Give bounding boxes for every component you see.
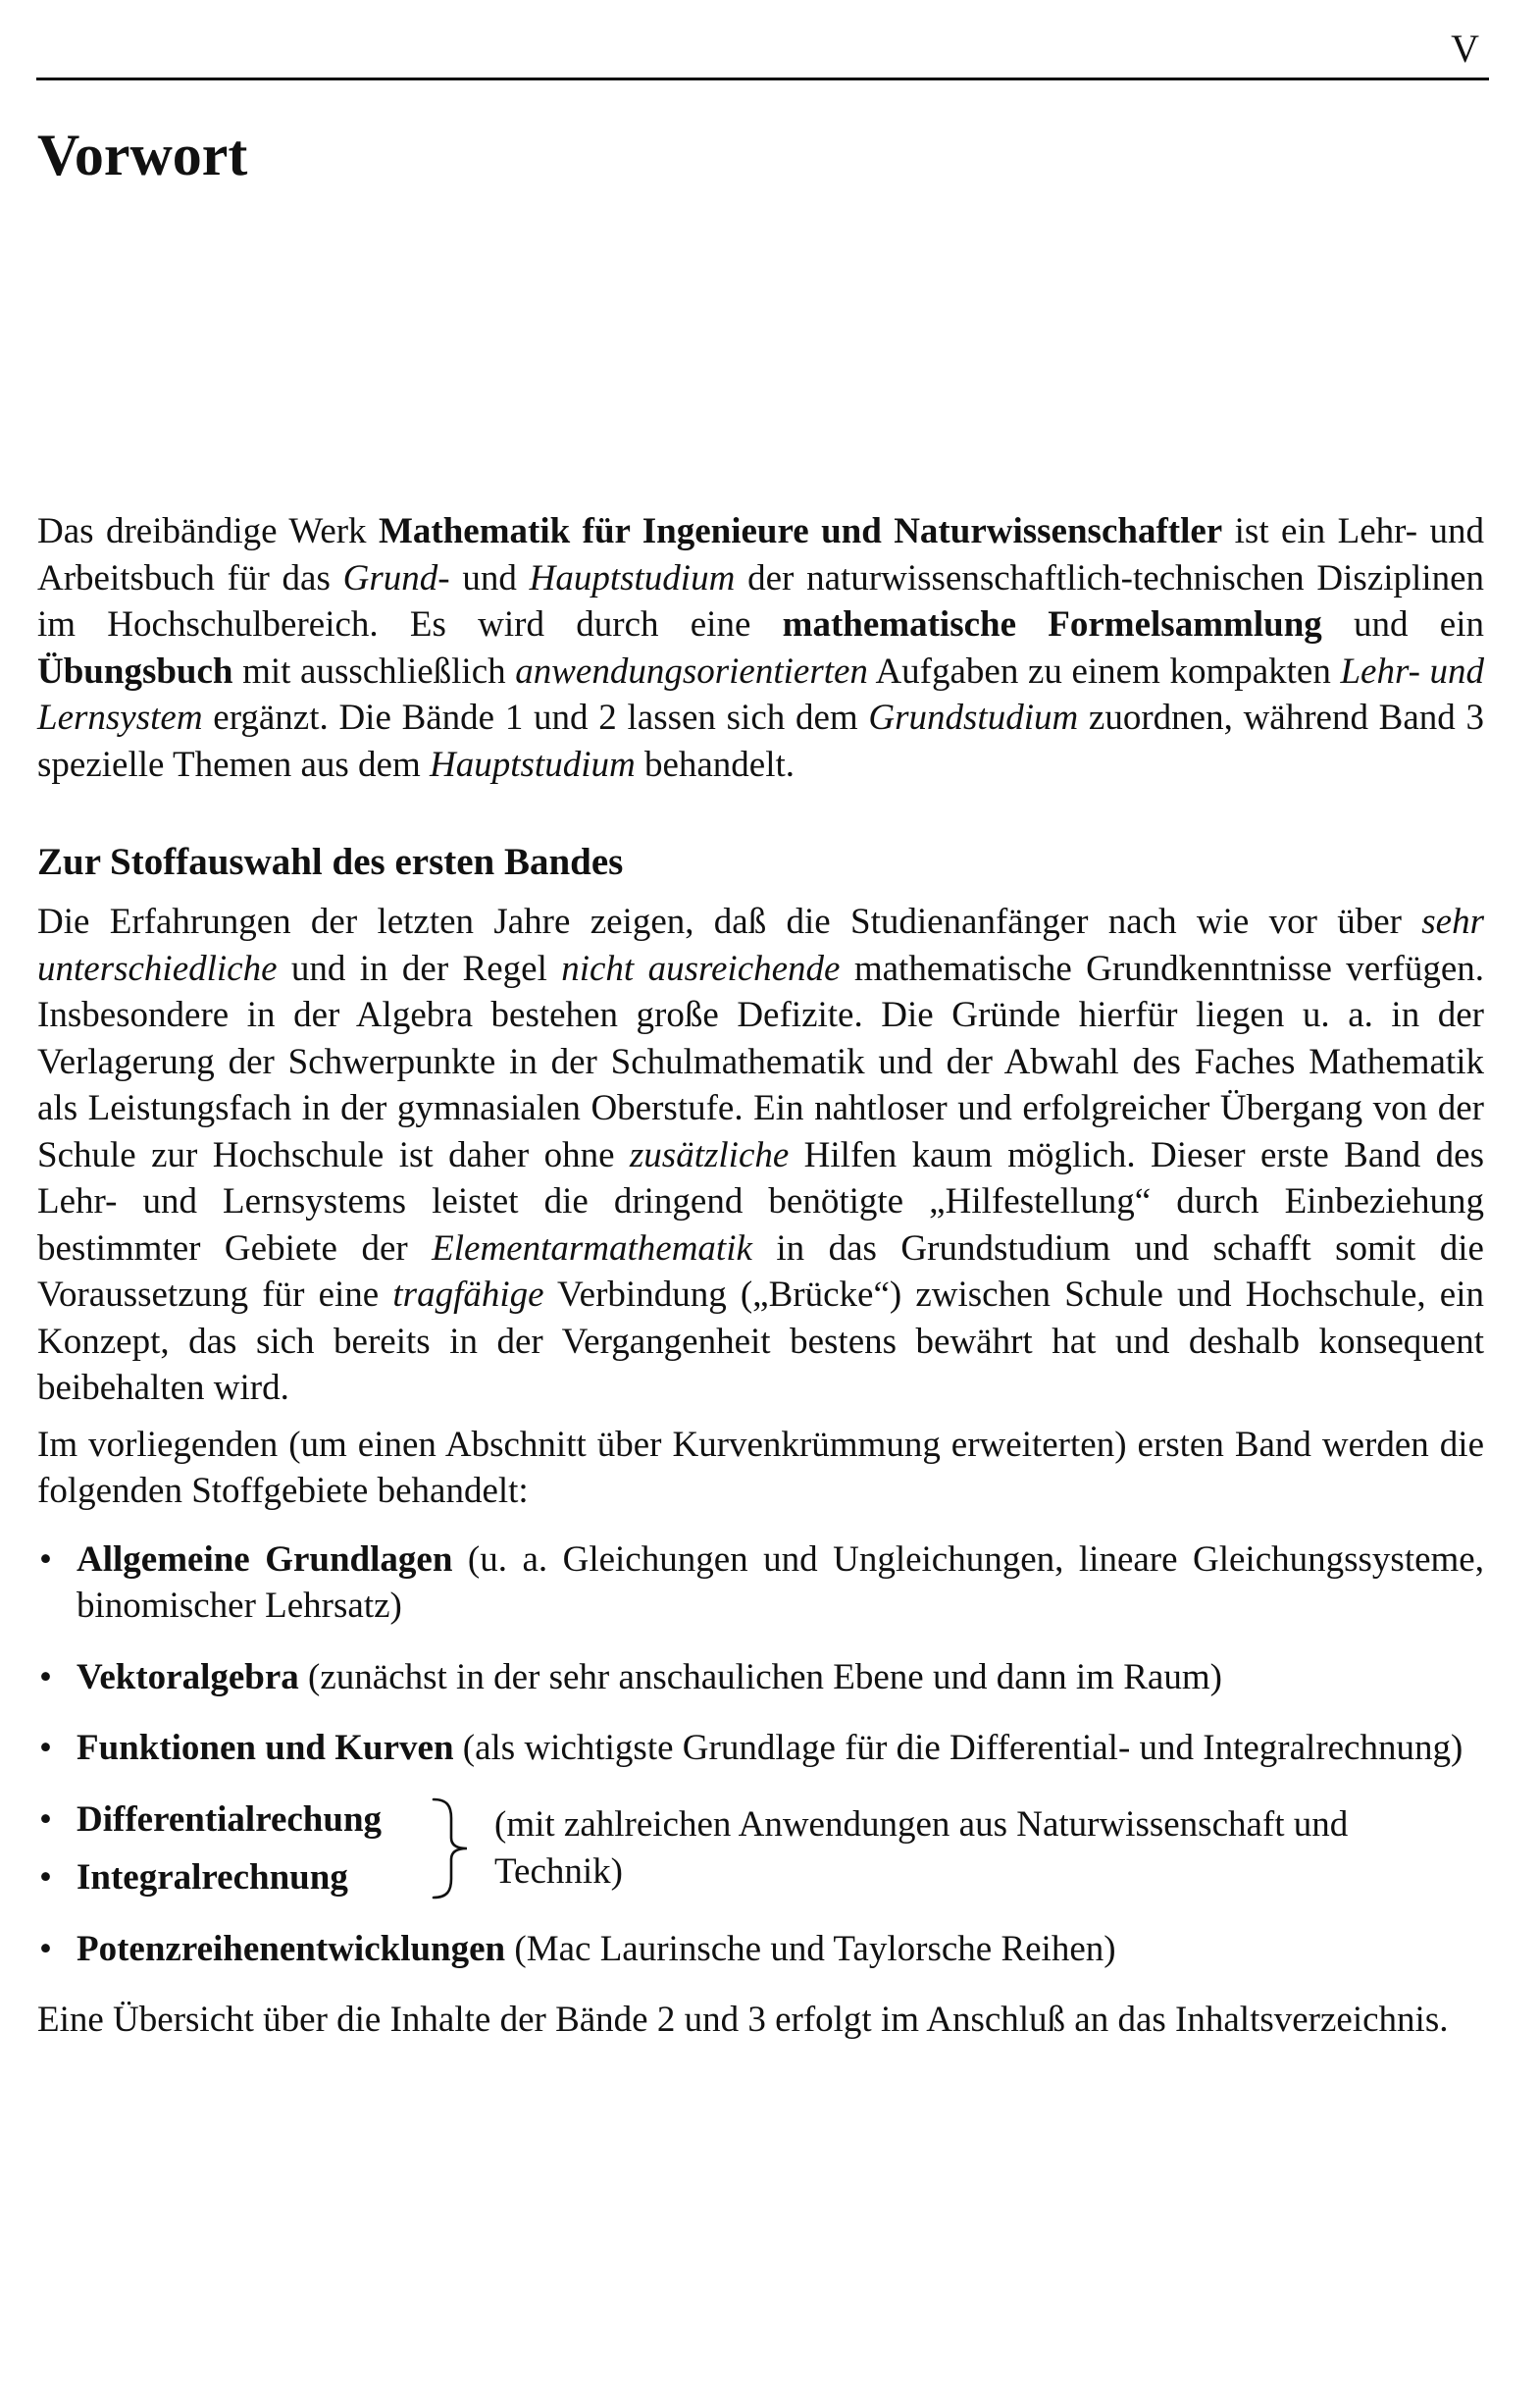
section-text: in das Grundstudium und schafft somit die Voraussetzung für eine — [37, 1227, 1484, 1315]
list-item — [37, 1536, 1484, 1630]
intro-emphasis: Lehr- und Lernsystem — [37, 651, 1485, 738]
intro-bold-work-title: Mathematik für Ingenieure und Naturwissenschaftler — [378, 511, 1223, 551]
section-paragraph-1 — [37, 899, 1484, 1412]
bullet-icon: • — [39, 1656, 52, 1697]
section-emphasis: sehr unterschiedliche — [37, 902, 1484, 989]
intro-emphasis: Grund- — [342, 557, 450, 598]
intro-text: der naturwissenschaftlich-technischen Disziplinen im Hochschulbereich. Es wird durch eine — [37, 557, 1484, 645]
list-item — [37, 1854, 430, 1901]
topic-list — [37, 1536, 1484, 1973]
intro-text: ergänzt. Die Bände 1 und 2 lassen sich dem — [202, 698, 869, 738]
topic-name: Vektoralgebra — [77, 1656, 299, 1697]
curly-brace-icon — [430, 1796, 475, 1900]
section-text: mathematische Grundkenntnisse verfügen. Insbesondere in der Algebra bestehen große Defizite. Die Gründe hierfür liegen u. a. in der Verlagerung der Schwerpunkte in der Schulmathematik und der Abwahl des Faches Mathematik als Leistungsfach in der gymnasialen Oberstufe. Ein nahtloser und erfolgreicher Übergang von der Schule zur Hochschule ist daher ohne — [37, 948, 1484, 1175]
section-text: Hilfen kaum möglich. Dieser erste Band des Lehr- und Lernsystems leistet die dringend benötigte „Hilfestellung“ durch Einbeziehung bestimmter Gebiete der — [37, 1134, 1484, 1269]
closing-paragraph: Eine Übersicht über die Inhalte der Bände 2 und 3 erfolgt im Anschluß an das Inhaltsverzeichnis. — [37, 2000, 1449, 2040]
list-item — [37, 1796, 430, 1844]
bullet-icon: • — [39, 1928, 52, 1969]
intro-emphasis: anwendungsorientierten — [515, 651, 868, 692]
section-emphasis: Elementarmathematik — [432, 1227, 752, 1269]
topic-description: (zunächst in der sehr anschaulichen Ebene und dann im Raum) — [298, 1656, 1222, 1697]
section-emphasis: nicht ausreichende — [561, 948, 841, 989]
topic-description: (u. a. Gleichungen und Ungleichungen, lineare Gleichungssysteme, binomischer Lehrsatz) — [77, 1538, 1484, 1626]
section-text: Die Erfahrungen der letzten Jahre zeigen, daß die Studienanfänger nach wie vor über — [37, 902, 1422, 942]
bullet-icon: • — [39, 1798, 52, 1840]
section-emphasis: zusätzliche — [629, 1134, 790, 1175]
bullet-icon: • — [39, 1538, 52, 1580]
topic-name: Differentialrechung — [77, 1798, 383, 1840]
intro-text: und ein — [1321, 604, 1484, 645]
intro-emphasis: Hauptstudium — [529, 557, 736, 598]
page-number: V — [1451, 26, 1479, 71]
list-item — [37, 1654, 1484, 1701]
section-heading: Zur Stoffauswahl des ersten Bandes — [37, 841, 624, 883]
topic-name: Potenzreihenentwicklungen — [77, 1928, 506, 1969]
section-text: Verbindung („Brücke“) zwischen Schule und Hochschule, ein Konzept, das sich bereits in der Vergangenheit bestens bewährt hat und deshalb konsequent beibehalten wird. — [37, 1275, 1485, 1408]
intro-emphasis: Grundstudium — [868, 698, 1079, 738]
topic-description: (Mac Laurinsche und Taylorsche Reihen) — [505, 1928, 1116, 1969]
topic-name: Allgemeine Grundlagen — [77, 1538, 453, 1580]
intro-text: und — [449, 557, 530, 598]
group-note: (mit zahlreichen Anwendungen aus Naturwissenschaft und Technik) — [494, 1804, 1349, 1892]
list-item — [37, 1926, 1484, 1973]
page-title: Vorwort — [37, 123, 248, 187]
intro-text: mit ausschließlich — [232, 651, 516, 692]
page-content — [37, 508, 1484, 2044]
grouped-topics — [37, 1796, 1484, 1901]
section-text: und in der Regel — [277, 948, 562, 989]
header-rule — [36, 78, 1489, 80]
intro-bold-uebungsbuch: Übungsbuch — [37, 651, 233, 692]
bullet-icon: • — [39, 1857, 52, 1898]
section-paragraph-2: Im vorliegenden (um einen Abschnitt über Kurvenkrümmung erweiterten) ersten Band werden die folgenden Stoffgebiete behandelt: — [37, 1424, 1484, 1511]
intro-text: Das dreibändige Werk — [37, 511, 379, 551]
intro-text: behandelt. — [635, 744, 796, 785]
section-emphasis: tragfähige — [392, 1275, 544, 1315]
topic-name: Integralrechnung — [77, 1857, 348, 1898]
topic-description: (als wichtigste Grundlage für die Differential- und Integralrechnung) — [453, 1728, 1463, 1768]
intro-text: zuordnen, während Band 3 spezielle Themen aus dem — [37, 698, 1484, 785]
bullet-icon: • — [39, 1728, 52, 1768]
intro-text: Aufgaben zu einem kompakten — [867, 651, 1341, 692]
list-item — [37, 1725, 1484, 1772]
intro-emphasis: Hauptstudium — [430, 744, 636, 785]
topic-name: Funktionen und Kurven — [77, 1728, 454, 1768]
intro-text: ist ein Lehr- und Arbeitsbuch für das — [37, 511, 1484, 598]
grouped-topic-items — [37, 1796, 430, 1901]
intro-bold-formelsammlung: mathematische Formelsammlung — [782, 604, 1322, 645]
intro-paragraph — [37, 508, 1484, 788]
